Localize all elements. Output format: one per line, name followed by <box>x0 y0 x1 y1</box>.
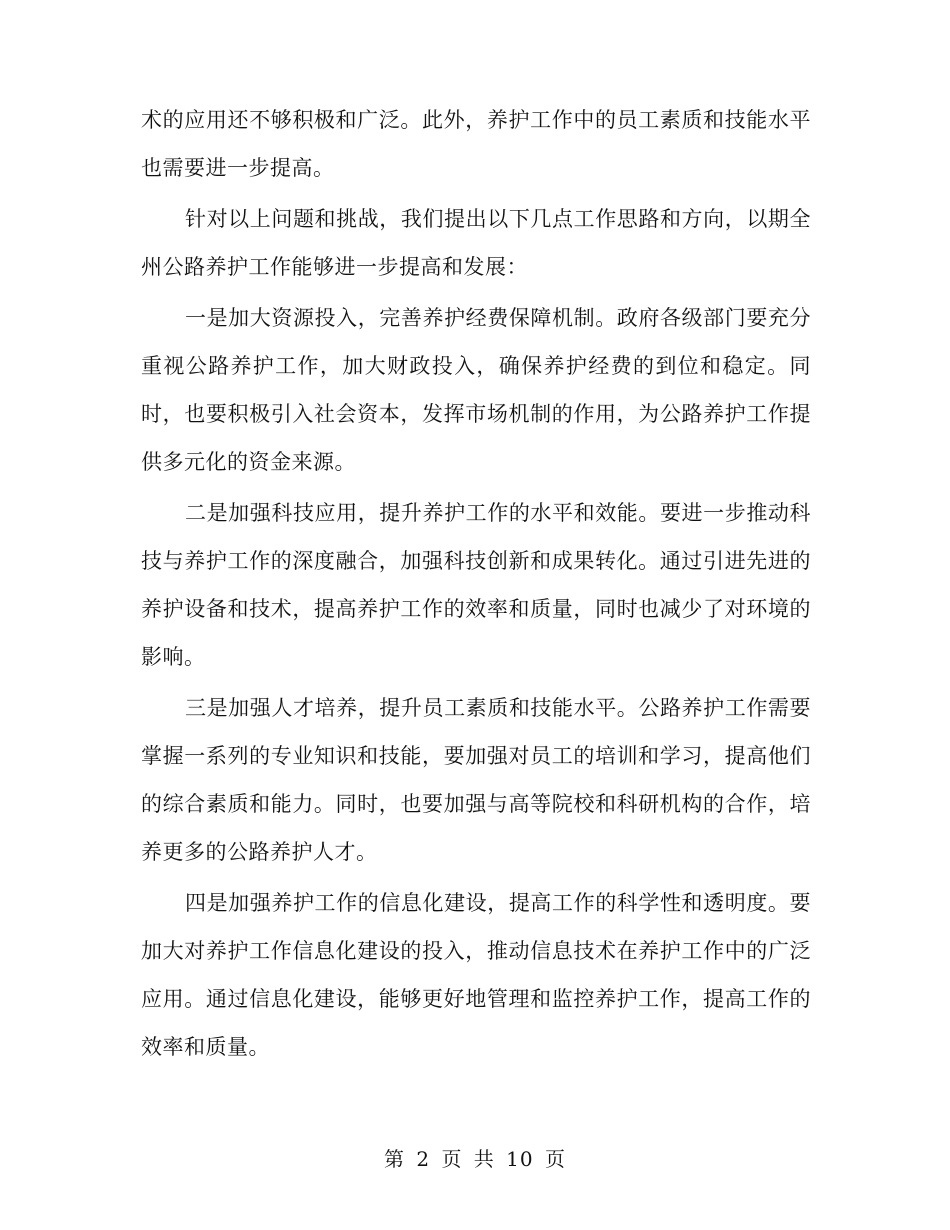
document-body <box>141 96 811 1074</box>
paragraph-6: 四是加强养护工作的信息化建设，提高工作的科学性和透明度。要加大对养护工作信息化建设的投入，推动信息技术在养护工作中的广泛应用。通过信息化建设，能够更好地管理和监控养护工作，提高工作的效率和质量。 <box>141 891 811 1059</box>
paragraph-3: 一是加大资源投入，完善养护经费保障机制。政府各级部门要充分重视公路养护工作，加大财政投入，确保养护经费的到位和稳定。同时，也要积极引入社会资本，发挥市场机制的作用，为公路养护工作提供多元化的资金来源。 <box>141 306 811 474</box>
paragraph-2: 针对以上问题和挑战，我们提出以下几点工作思路和方向，以期全州公路养护工作能够进一步提高和发展： <box>141 207 811 279</box>
paragraph-5: 三是加强人才培养，提升员工素质和技能水平。公路养护工作需要掌握一系列的专业知识和技能，要加强对员工的培训和学习，提高他们的综合素质和能力。同时，也要加强与高等院校和科研机构的合作，培养更多的公路养护人才。 <box>141 696 811 864</box>
paragraph-1: 术的应用还不够积极和广泛。此外，养护工作中的员工素质和技能水平也需要进一步提高。 <box>141 108 811 180</box>
paragraph-4: 二是加强科技应用，提升养护工作的水平和效能。要进一步推动科技与养护工作的深度融合，加强科技创新和成果转化。通过引进先进的养护设备和技术，提高养护工作的效率和质量，同时也减少了对环境的影响。 <box>141 501 811 669</box>
page-footer: 第 2 页 共 10 页 <box>384 1147 566 1171</box>
